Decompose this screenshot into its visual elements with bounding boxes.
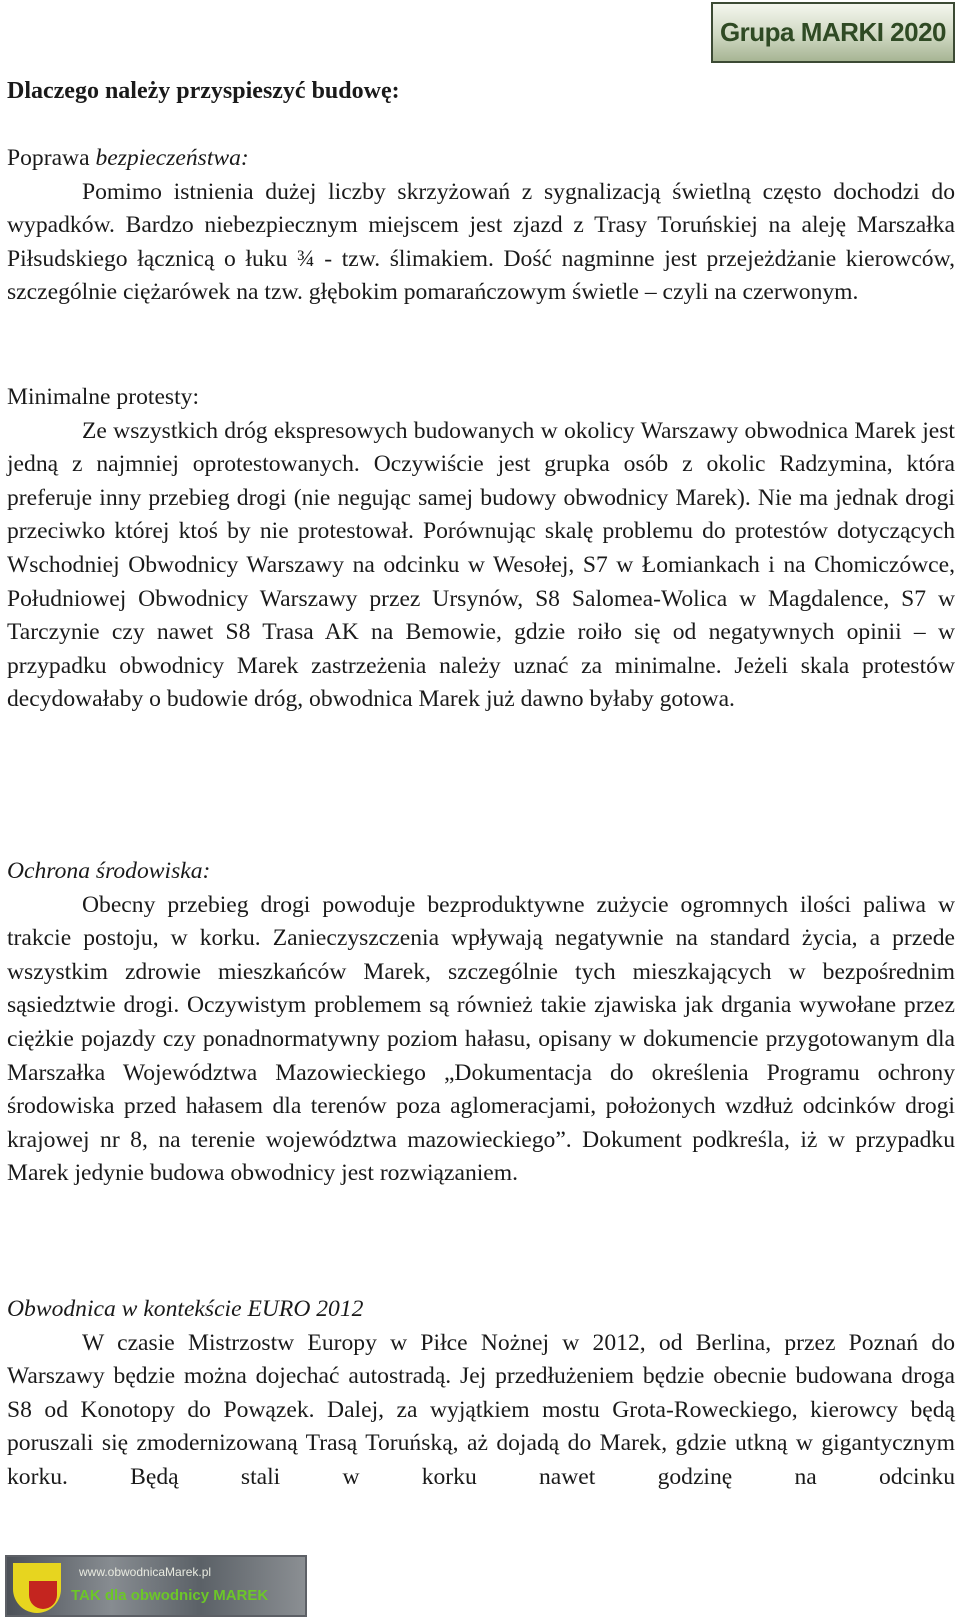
section-heading: Minimalne protesty: — [7, 384, 199, 410]
section-heading — [7, 142, 955, 176]
section-body: Ze wszystkich dróg ekspresowych budowanych w okolicy Warszawy obwodnica Marek jest jedną z najmniej oprotestowanych. Oczywiście jest grupka osób z okolic Radzymina, która preferuje inny przebieg drogi (nie negując samej budowy obwodnicy Marek). Nie ma jednak drogi przeciwko której ktoś by nie protestował. Porównując skalę problemu do protestów dotyczących Wschodniej Obwodnicy Warszawy na odcinku w Wesołej, S7 w Łomiankach i na Chomiczówce, Południowej Obwodnicy Warszawy przez Ursynów, S8 Salomea-Wolica w Magdalence, S7 w Tarczynie czy nawet S8 Trasa AK na Bemowie, gdzie roiło się od negatywnych opinii – w przypadku obwodnicy Marek zastrzeżenia należy uznać za minimalne. Jeżeli skala protestów decydowałaby o budowie dróg, obwodnica Marek już dawno byłaby gotowa. — [7, 417, 955, 713]
heading-italic: bezpieczeństwa: — [95, 145, 249, 171]
banner-slogan: TAK dla obwodnicy MAREK — [71, 1587, 269, 1604]
section-heading: Obwodnica w kontekście EURO 2012 — [7, 1296, 364, 1322]
section-euro2012 — [7, 1293, 955, 1495]
logo-text: Grupa MARKI 2020 — [719, 17, 947, 47]
page-title: Dlaczego należy przyspieszyć budowę: — [7, 78, 400, 104]
section-protests — [7, 381, 955, 717]
section-body: Pomimo istnienia dużej liczby skrzyżowań z sygnalizacją świetlną często dochodzi do wypadków. Bardzo niebezpiecznym miejscem jest zjazd z Trasy Toruńskiej na aleję Marszałka Piłsudskiego łącznicą o łuku ¾ - tzw. ślimakiem. Dość nagminne jest przejeżdżanie kierowców, szczególnie ciężarówek na tzw. głębokim pomarańczowym świetle – czyli na czerwonym. — [7, 178, 955, 306]
banner-site: www.obwodnicaMarek.pl — [79, 1565, 212, 1579]
obwodnica-banner — [5, 1555, 307, 1617]
section-heading: Ochrona środowiska: — [7, 858, 211, 884]
section-body: W czasie Mistrzostw Europy w Piłce Nożnej w 2012, od Berlina, przez Poznań do Warszawy będzie można dojechać autostradą. Jej przedłużeniem będzie obecnie budowana droga S8 od Konotopy do Powązek. Dalej, za wyjątkiem mostu Grota-Roweckiego, kierowcy będą poruszali się zmodernizowaną Trasą Toruńską, aż dojadą do Marek, gdzie utkną w gigantycznym korku. Będą stali w korku nawet godzinę na odcinku — [7, 1329, 955, 1490]
grupa-marki-logo — [711, 2, 955, 63]
section-environment — [7, 855, 955, 1191]
section-safety — [7, 142, 955, 310]
heading-prefix: Poprawa — [7, 145, 96, 171]
coat-of-arms-icon — [13, 1563, 61, 1613]
section-body: Obecny przebieg drogi powoduje bezproduktywne zużycie ogromnych ilości paliwa w trakcie postoju, w korku. Zanieczyszczenia wpływają negatywnie na standard życia, a przede wszystkim zdrowie mieszkańców Marek, szczególnie tych mieszkających w bezpośrednim sąsiedztwie drogi. Oczywistym problemem są również takie zjawiska jak drgania wywołane przez ciężkie pojazdy czy ponadnormatywny poziom hałasu, opisany w dokumencie przygotowanym dla Marszałka Województwa Mazowieckiego „Dokumentacja do określenia Programu ochrony środowiska przed hałasem dla terenów poza aglomeracjami, położonych wzdłuż odcinków drogi krajowej nr 8, na terenie województwa mazowieckiego”. Dokument podkreśla, iż w przypadku Marek jedynie budowa obwodnicy jest rozwiązaniem. — [7, 891, 955, 1187]
